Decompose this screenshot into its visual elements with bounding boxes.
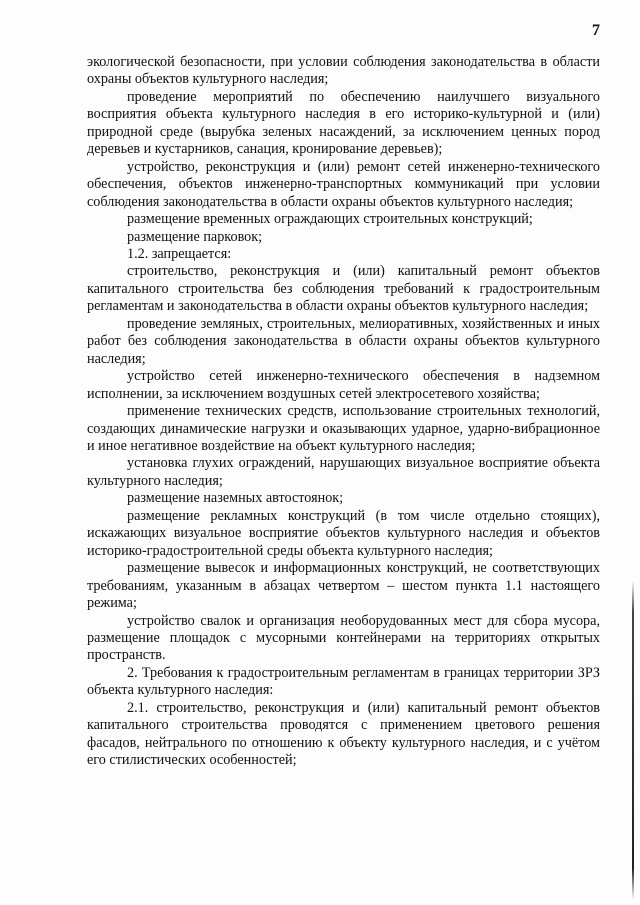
scan-edge-shadow [632,580,634,900]
document-body [87,54,600,770]
paragraph: установка глухих ограждений, нарушающих визуальное восприятие объекта культурного наследия; [87,455,600,489]
paragraph: проведение мероприятий по обеспечению наилучшего визуального восприятия объекта культурного наследия в его историко-культурной и (или) природной среде (вырубка зеленых насаждений, за исключением ценных пород деревьев и кустарников, санация, кронирование деревьев); [87,88,600,158]
paragraph: устройство, реконструкция и (или) ремонт сетей инженерно-технического обеспечения, объектов инженерно-транспортных коммуникаций при условии соблюдения законодательства в области охраны объектов культурного наследия; [87,158,600,210]
paragraph: размещение временных ограждающих строительных конструкций; [127,211,533,228]
paragraph: устройство свалок и организация необорудованных мест для сбора мусора, размещение площадок с мусорными контейнерами на территориях открытых пространств. [87,612,600,664]
paragraph: строительство, реконструкция и (или) капитальный ремонт объектов капитального строительства без соблюдения требований к градостроительным регламентам и законодательства в области охраны объектов культурного наследия; [87,263,600,315]
paragraph: применение технических средств, использование строительных технологий, создающих динамические нагрузки и оказывающих ударное, ударно-вибрационное и иное негативное воздействие на объект культурного наследия; [87,403,600,454]
page-number: 7 [592,22,600,39]
paragraph: размещение вывесок и информационных конструкций, не соответствующих требованиям, указанным в абзацах четвертом – шестом пункта 1.1 настоящего режима; [87,560,600,612]
paragraph: размещение рекламных конструкций (в том числе отдельно стоящих), искажающих визуальное восприятие объектов культурного наследия и объектов историко-градостроительной среды объекта культурного наследия; [87,507,600,559]
paragraph: проведение земляных, строительных, мелиоративных, хозяйственных и иных работ без соблюдения законодательства в области охраны объектов культурного наследия; [87,315,600,367]
paragraph: 2.1. строительство, реконструкция и (или) капитальный ремонт объектов капитального строительства проводятся с применением цветового решения фасадов, нейтрального по отношению к объекту культурного наследия, и с учётом его стилистических особенностей; [87,699,600,769]
paragraph: 1.2. запрещается: [127,245,232,262]
paragraph: 2. Требования к градостроительным регламентам в границах территории ЗРЗ объекта культурного наследия: [87,664,600,699]
paragraph: размещение наземных автостоянок; [127,490,344,507]
paragraph: устройство сетей инженерно-технического обеспечения в надземном исполнении, за исключением воздушных сетей электросетевого хозяйства; [87,368,600,402]
paragraph: экологической безопасности, при условии соблюдения законодательства в области охраны объектов культурного наследия; [87,54,600,88]
paragraph: размещение парковок; [127,228,263,245]
